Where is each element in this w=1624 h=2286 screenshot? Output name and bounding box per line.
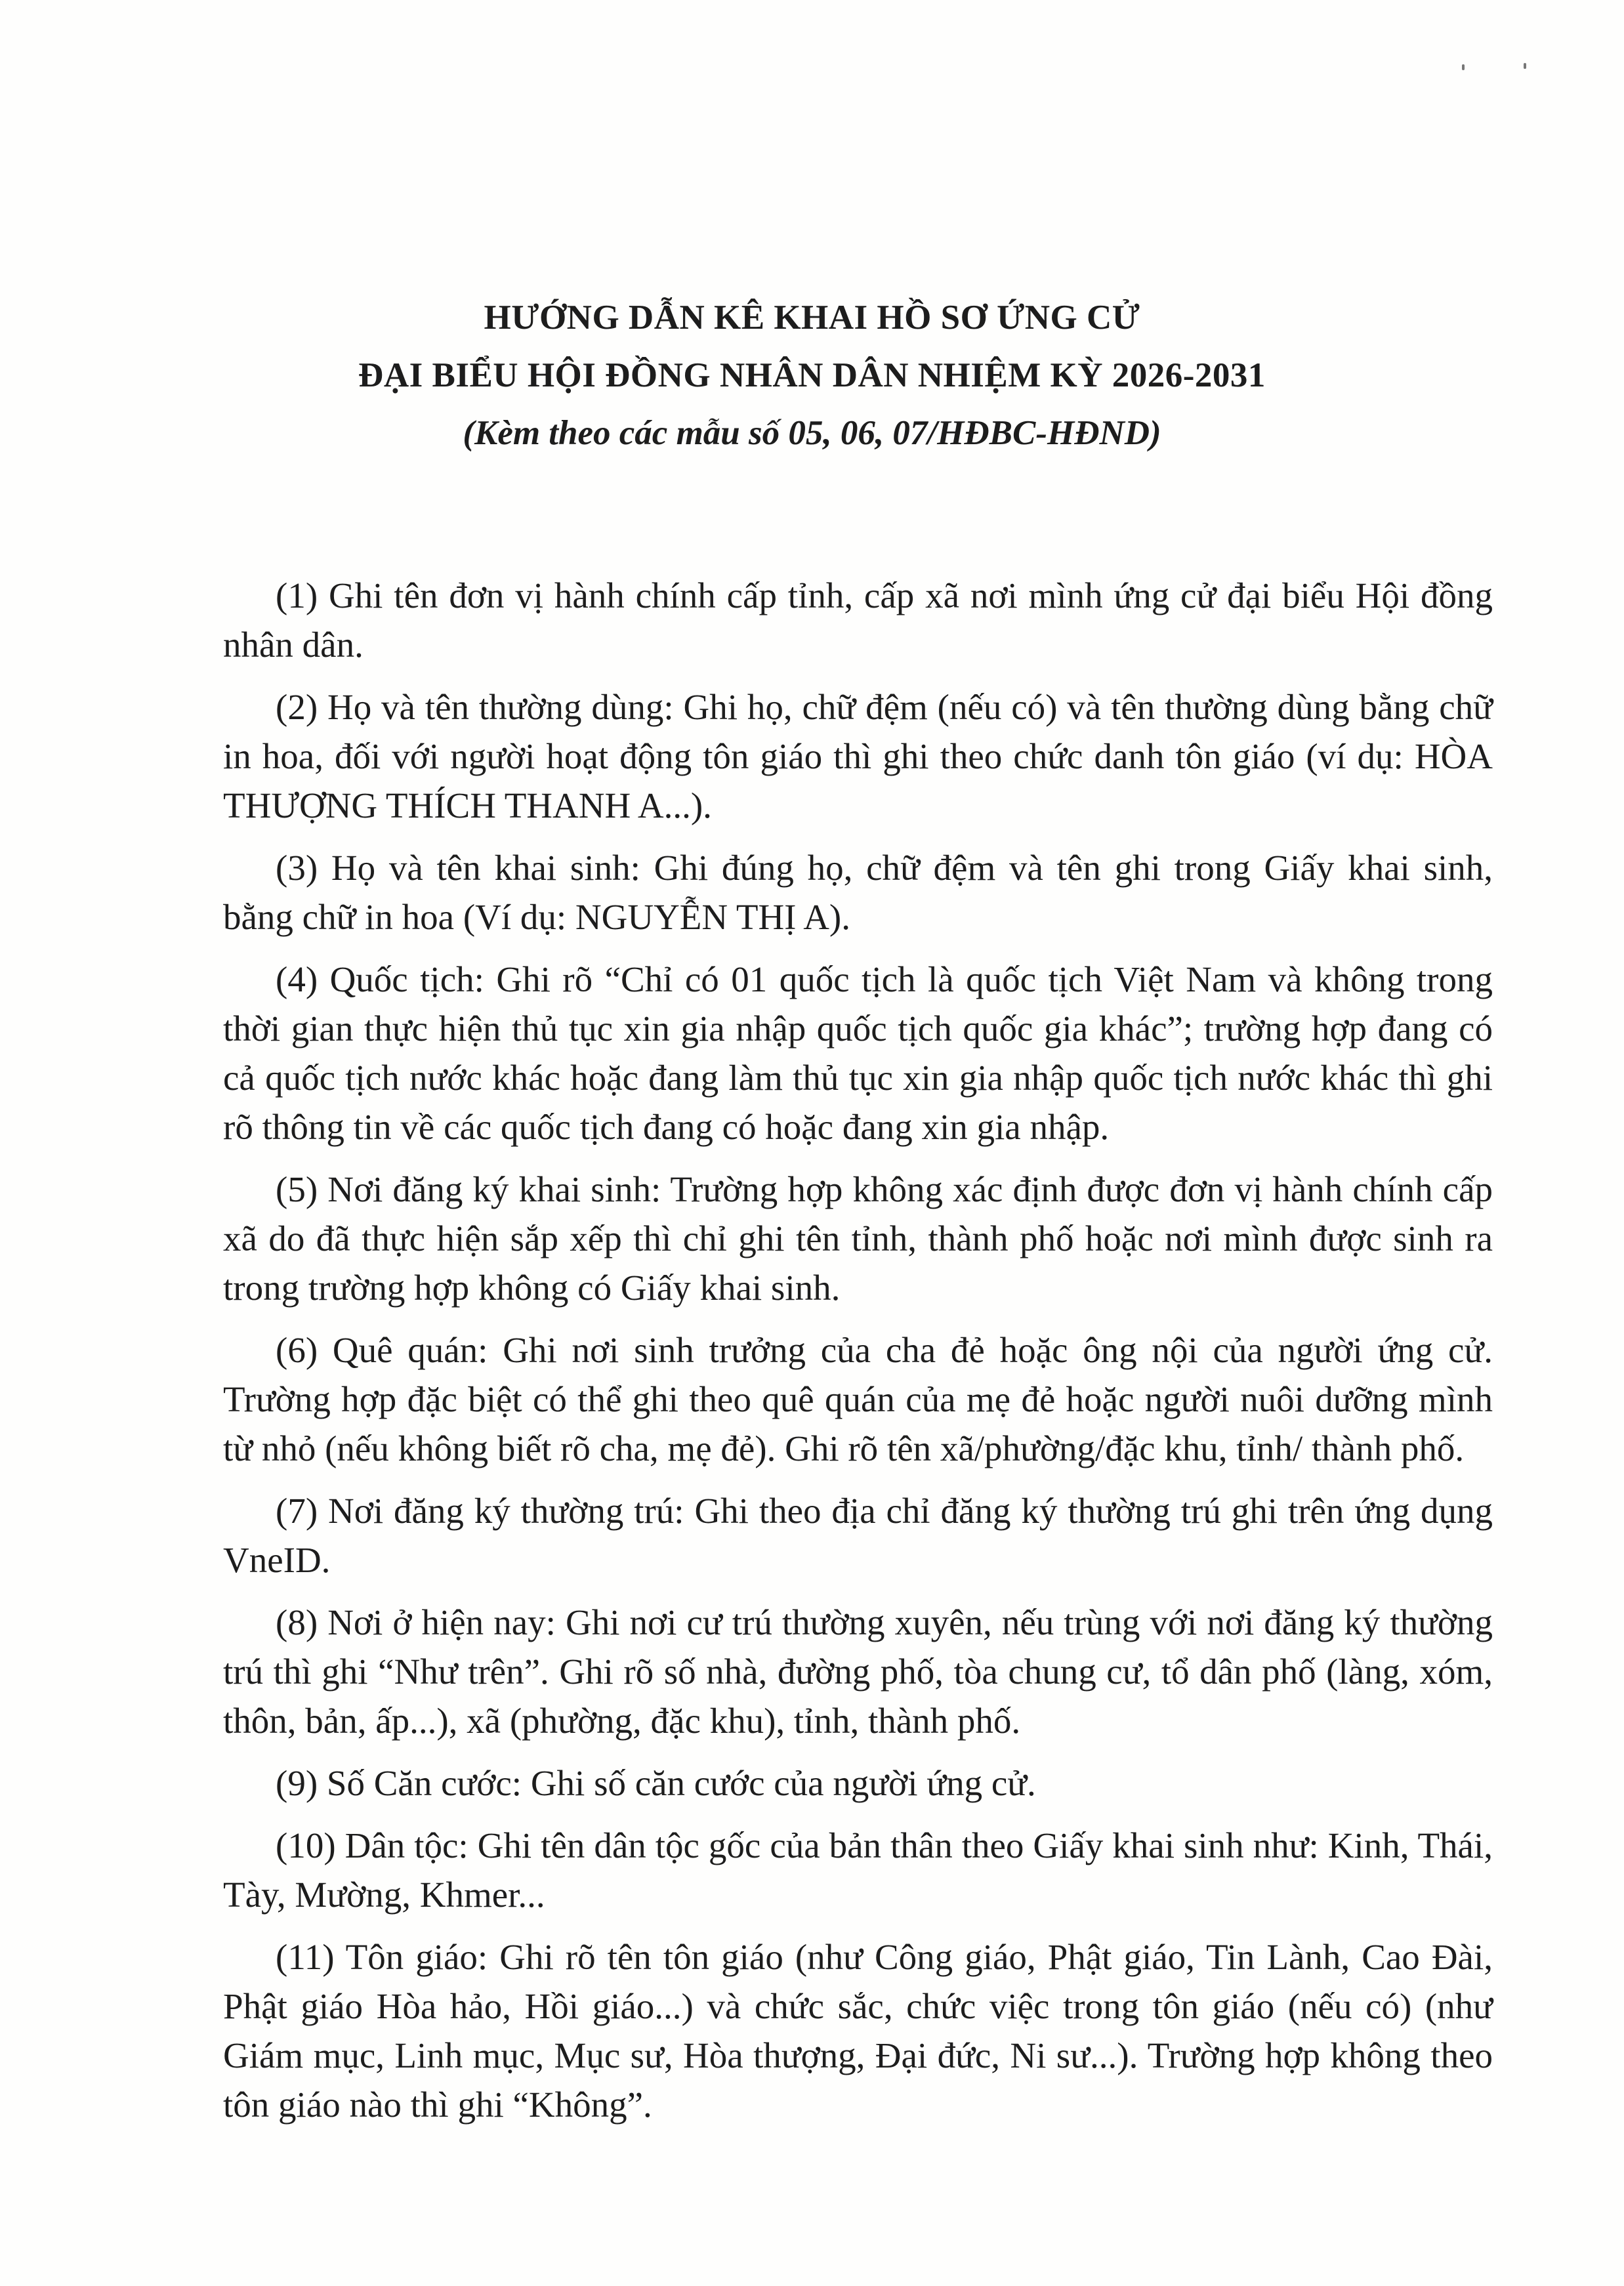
- document-header: [0, 289, 1624, 462]
- document-subtitle: (Kèm theo các mẫu số 05, 06, 07/HĐBC-HĐND): [463, 414, 1161, 452]
- scan-speck: [1524, 63, 1526, 69]
- scan-speck: [1462, 64, 1465, 70]
- document-title-line-2: ĐẠI BIỂU HỘI ĐỒNG NHÂN DÂN NHIỆM KỲ 2026-2031: [358, 356, 1266, 394]
- guidance-item-2: (2) Họ và tên thường dùng: Ghi họ, chữ đệm (nếu có) và tên thường dùng bằng chữ in hoa, đối với người hoạt động tôn giáo thì ghi theo chức danh tôn giáo (ví dụ: HÒA THƯỢNG THÍCH THANH A...).: [223, 687, 1493, 825]
- document-title-line-1: HƯỚNG DẪN KÊ KHAI HỒ SƠ ỨNG CỬ: [484, 299, 1140, 337]
- document-body: [223, 571, 1493, 2142]
- guidance-item-8: (8) Nơi ở hiện nay: Ghi nơi cư trú thường xuyên, nếu trùng với nơi đăng ký thường trú thì ghi “Như trên”. Ghi rõ số nhà, đường phố, tòa chung cư, tổ dân phố (làng, xóm, thôn, bản, ấp...), xã (phường, đặc khu), tỉnh, thành phố.: [223, 1602, 1493, 1741]
- guidance-item-10: (10) Dân tộc: Ghi tên dân tộc gốc của bản thân theo Giấy khai sinh như: Kinh, Thái, Tày, Mường, Khmer...: [223, 1825, 1493, 1915]
- guidance-item-4: (4) Quốc tịch: Ghi rõ “Chỉ có 01 quốc tịch là quốc tịch Việt Nam và không trong thời gian thực hiện thủ tục xin gia nhập quốc tịch quốc gia khác”; trường hợp đang có cả quốc tịch nước khác hoặc đang làm thủ tục xin gia nhập quốc tịch nước khác thì ghi rõ thông tin về các quốc tịch đang có hoặc đang xin gia nhập.: [223, 959, 1493, 1147]
- guidance-item-3: (3) Họ và tên khai sinh: Ghi đúng họ, chữ đệm và tên ghi trong Giấy khai sinh, bằng chữ in hoa (Ví dụ: NGUYỄN THỊ A).: [223, 848, 1493, 937]
- guidance-item-11: (11) Tôn giáo: Ghi rõ tên tôn giáo (như Công giáo, Phật giáo, Tin Lành, Cao Đài, Phật giáo Hòa hảo, Hồi giáo...) và chức sắc, chức việc trong tôn giáo (nếu có) (như Giám mục, Linh mục, Mục sư, Hòa thượng, Đại đức, Ni sư...). Trường hợp không theo tôn giáo nào thì ghi “Không”.: [223, 1937, 1493, 2125]
- guidance-item-5: (5) Nơi đăng ký khai sinh: Trường hợp không xác định được đơn vị hành chính cấp xã do đã thực hiện sắp xếp thì chỉ ghi tên tỉnh, thành phố hoặc nơi mình được sinh ra trong trường hợp không có Giấy khai sinh.: [223, 1169, 1493, 1308]
- guidance-item-6: (6) Quê quán: Ghi nơi sinh trưởng của cha đẻ hoặc ông nội của người ứng cử. Trường hợp đặc biệt có thể ghi theo quê quán của mẹ đẻ hoặc người nuôi dưỡng mình từ nhỏ (nếu không biết rõ cha, mẹ đẻ). Ghi rõ tên xã/phường/đặc khu, tỉnh/ thành phố.: [223, 1330, 1493, 1468]
- guidance-item-9: (9) Số Căn cước: Ghi số căn cước của người ứng cử.: [276, 1763, 1036, 1803]
- guidance-item-1: (1) Ghi tên đơn vị hành chính cấp tỉnh, cấp xã nơi mình ứng cử đại biểu Hội đồng nhân dân.: [223, 575, 1493, 665]
- guidance-item-7: (7) Nơi đăng ký thường trú: Ghi theo địa chỉ đăng ký thường trú ghi trên ứng dụng VneID.: [223, 1491, 1493, 1580]
